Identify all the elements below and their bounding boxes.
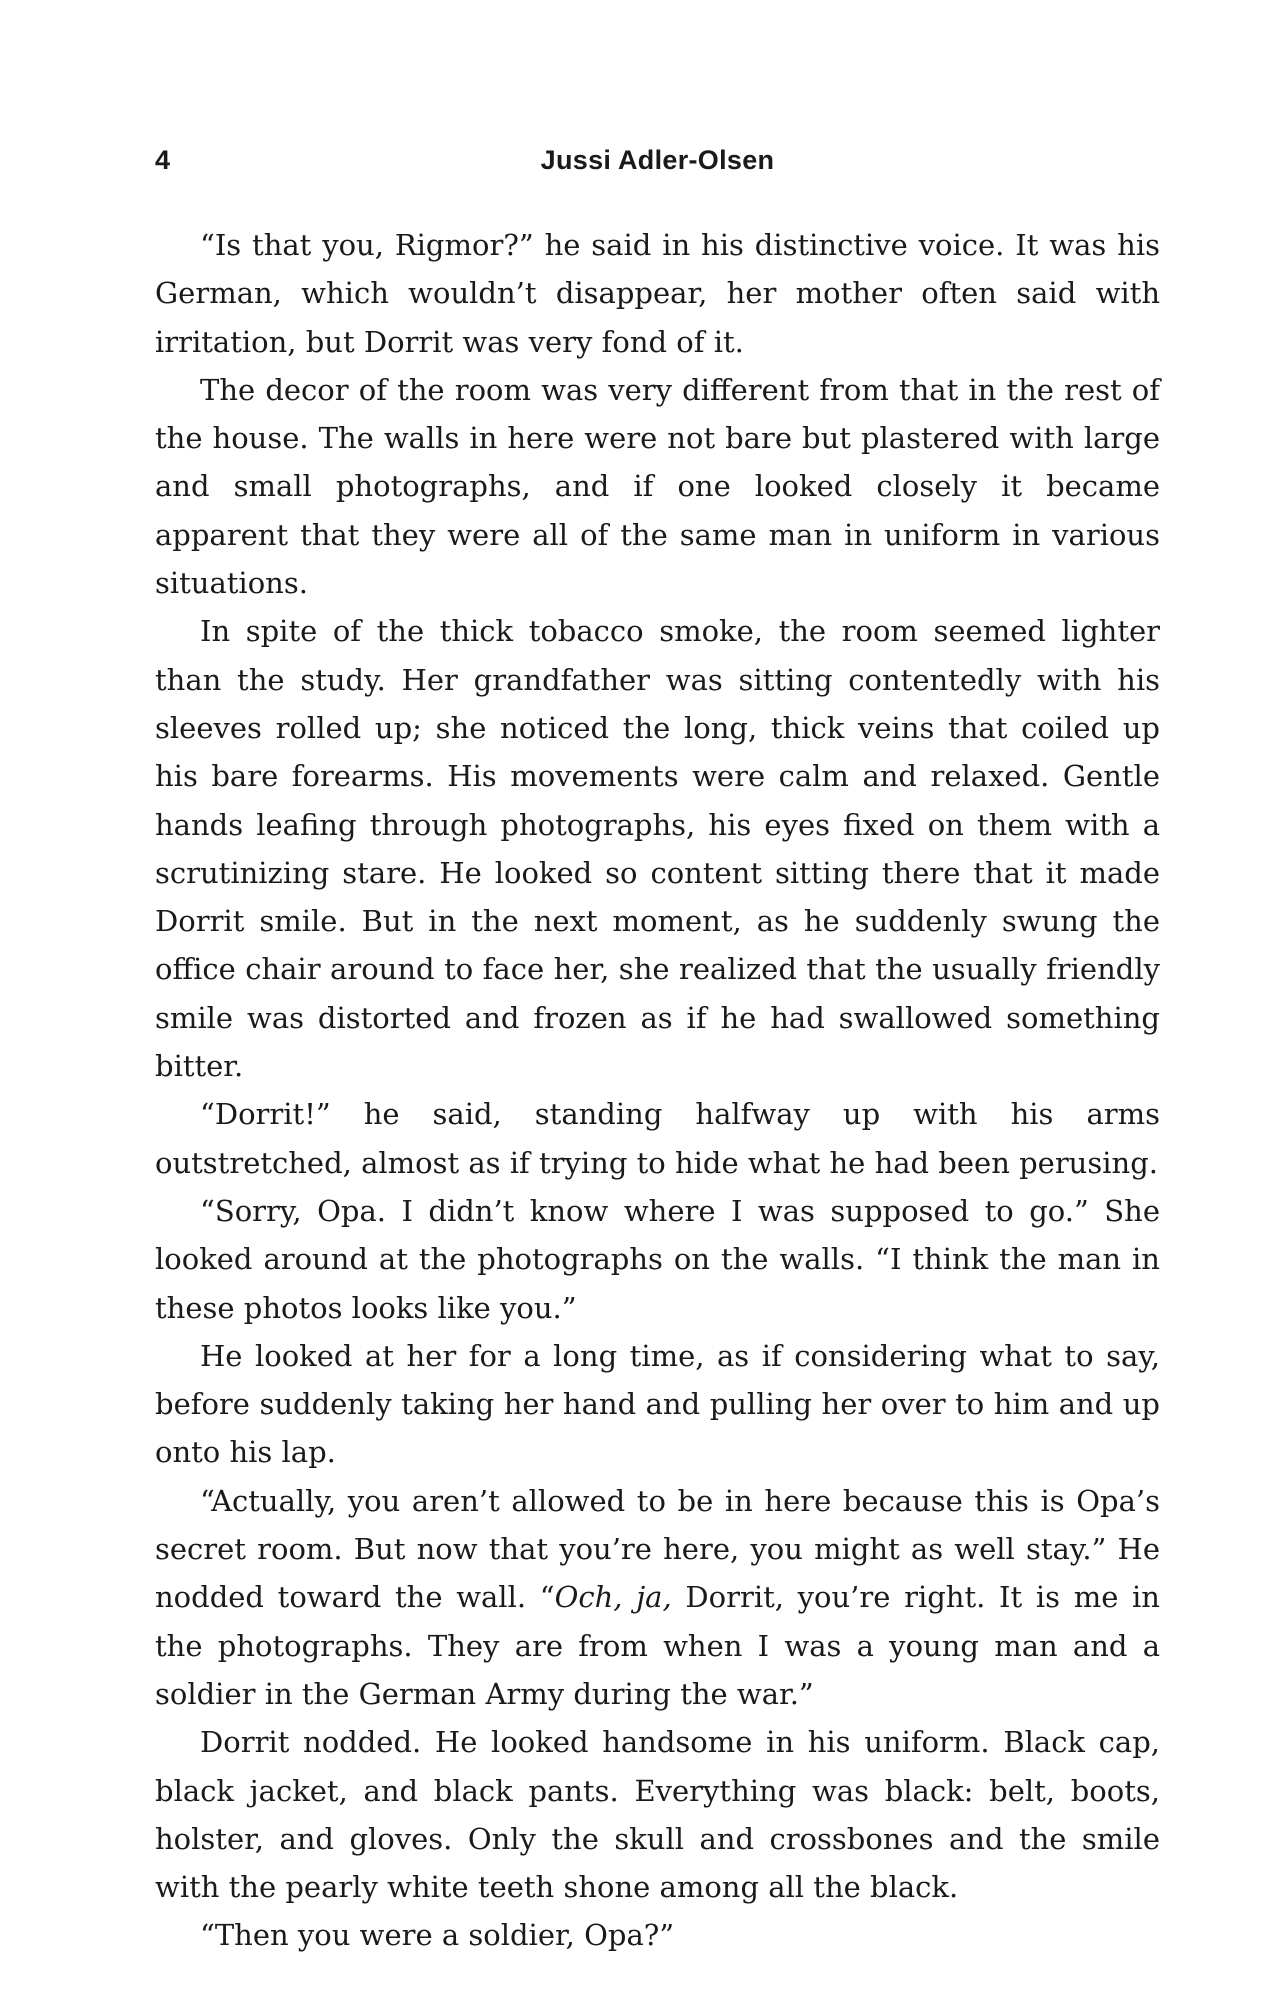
paragraph-text: “Actually, you aren’t allowed to be in here because this is Opa’s secret room. But now that you’re here, you might as well stay.” He nodded toward the wall. “ bbox=[155, 1483, 1160, 1615]
paragraph: Dorrit nodded. He looked handsome in his uniform. Black cap, black jacket, and black pants. Everything was black: belt, boots, holster, and gloves. Only the skull and crossbones and the smile with the pearly white teeth shone among all the black. bbox=[155, 1725, 1160, 1905]
italic-phrase: Och, ja, bbox=[554, 1580, 672, 1615]
paragraph: “Dorrit!” he said, standing halfway up with his arms outstretched, almost as if trying to hide what he had been perusing. bbox=[155, 1097, 1160, 1180]
running-head bbox=[155, 138, 1160, 182]
paragraph: “Sorry, Opa. I didn’t know where I was supposed to go.” She looked around at the photographs on the walls. “I think the man in these photos looks like you.” bbox=[155, 1193, 1160, 1325]
paragraph: “Then you were a soldier, Opa?” bbox=[200, 1918, 675, 1953]
paragraph-text: Dorrit, you’re right. It is me in the photographs. They are from when I was a young man and a soldier in the German Army during the war.” bbox=[155, 1580, 1160, 1711]
body-text bbox=[155, 221, 1160, 1960]
running-head-author: Jussi Adler-Olsen bbox=[540, 145, 775, 175]
paragraph: “Is that you, Rigmor?” he said in his distinctive voice. It was his German, which wouldn’t disappear, her mother often said with irritation, but Dorrit was very fond of it. bbox=[155, 228, 1160, 359]
paragraph bbox=[155, 1477, 1160, 1718]
paragraph: In spite of the thick tobacco smoke, the room seemed lighter than the study. Her grandfather was sitting contentedly with his sleeves rolled up; she noticed the long, thick veins that coiled up his bare forearms. His movements were calm and relaxed. Gentle hands leafing through photographs, his eyes fixed on them with a scrutinizing stare. He looked so content sitting there that it made Dorrit smile. But in the next moment, as he suddenly swung the office chair around to face her, she realized that the usually friendly smile was distorted and frozen as if he had swallowed something bitter. bbox=[155, 614, 1160, 1084]
paragraph: The decor of the room was very different from that in the rest of the house. The walls in here were not bare but plastered with large and small photographs, and if one looked closely it became apparent that they were all of the same man in uniform in various situations. bbox=[155, 372, 1160, 601]
page-number: 4 bbox=[155, 145, 171, 175]
paragraph: He looked at her for a long time, as if considering what to say, before suddenly taking her hand and pulling her over to him and up onto his lap. bbox=[155, 1338, 1160, 1470]
